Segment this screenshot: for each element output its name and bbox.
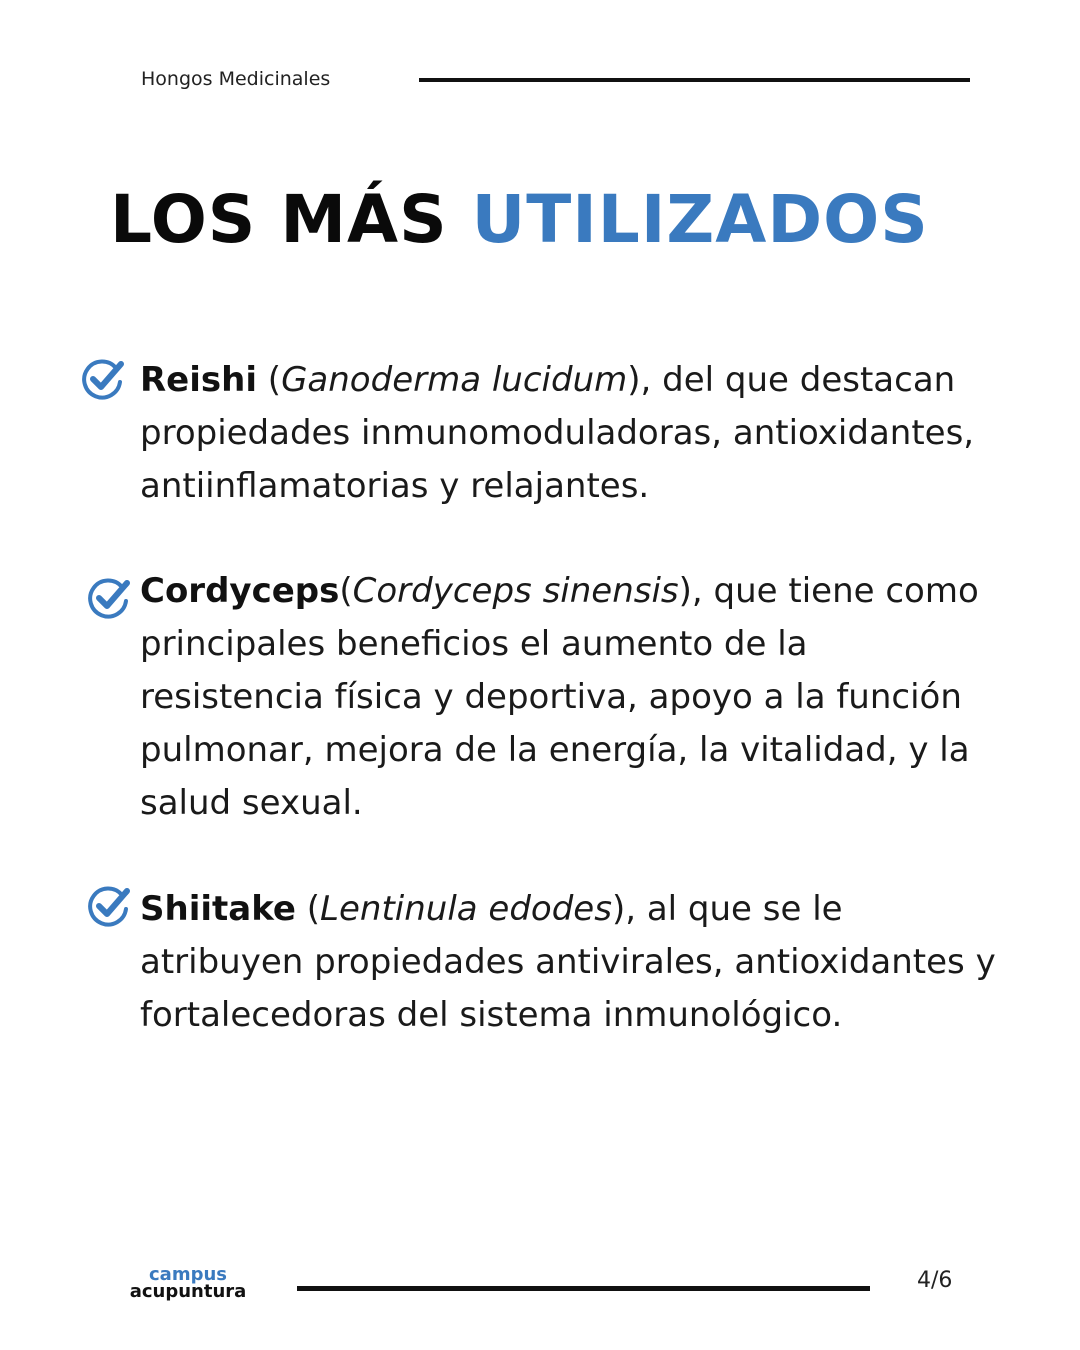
item-separator: ( xyxy=(257,360,282,400)
list-item-reishi xyxy=(140,354,1000,513)
item-name: Shiitake xyxy=(140,889,296,929)
item-description: ), que tiene como principales beneficios el aumento de la resistencia física y deportiva, apoyo a la función pulmonar, mejora de la energía, la vitalidad, y la salud sexual. xyxy=(140,571,979,823)
header-label: Hongos Medicinales xyxy=(141,68,331,90)
logo-line-1: campus xyxy=(149,1264,227,1285)
check-circle-icon xyxy=(80,356,126,402)
footer-divider xyxy=(297,1286,870,1291)
brand-logo xyxy=(128,1266,248,1300)
item-separator: ( xyxy=(339,571,353,611)
header-divider xyxy=(419,78,970,82)
item-description: ), del que destacan propiedades inmunomoduladoras, antioxidantes, antiinflamatorias y relajantes. xyxy=(140,360,975,506)
item-name: Reishi xyxy=(140,360,257,400)
list-item-cordyceps xyxy=(140,565,1000,830)
list-item-shiitake xyxy=(140,883,1000,1042)
item-name: Cordyceps xyxy=(140,571,340,611)
logo-line-2: acupuntura xyxy=(129,1281,247,1302)
check-circle-icon xyxy=(86,575,132,621)
title-part-1: LOS MÁS xyxy=(110,181,448,258)
item-latin-name: Lentinula edodes xyxy=(320,889,612,929)
page-number: 4/6 xyxy=(917,1268,953,1293)
item-description: ), al que se le atribuyen propiedades antivirales, antioxidantes y fortalecedoras del sistema inmunológico. xyxy=(140,889,996,1035)
page-title xyxy=(110,180,929,260)
item-separator: ( xyxy=(295,889,321,929)
item-latin-name: Ganoderma lucidum xyxy=(281,360,628,400)
title-part-2: UTILIZADOS xyxy=(471,181,929,258)
check-circle-icon xyxy=(86,883,132,929)
item-latin-name: Cordyceps sinensis xyxy=(352,571,679,611)
